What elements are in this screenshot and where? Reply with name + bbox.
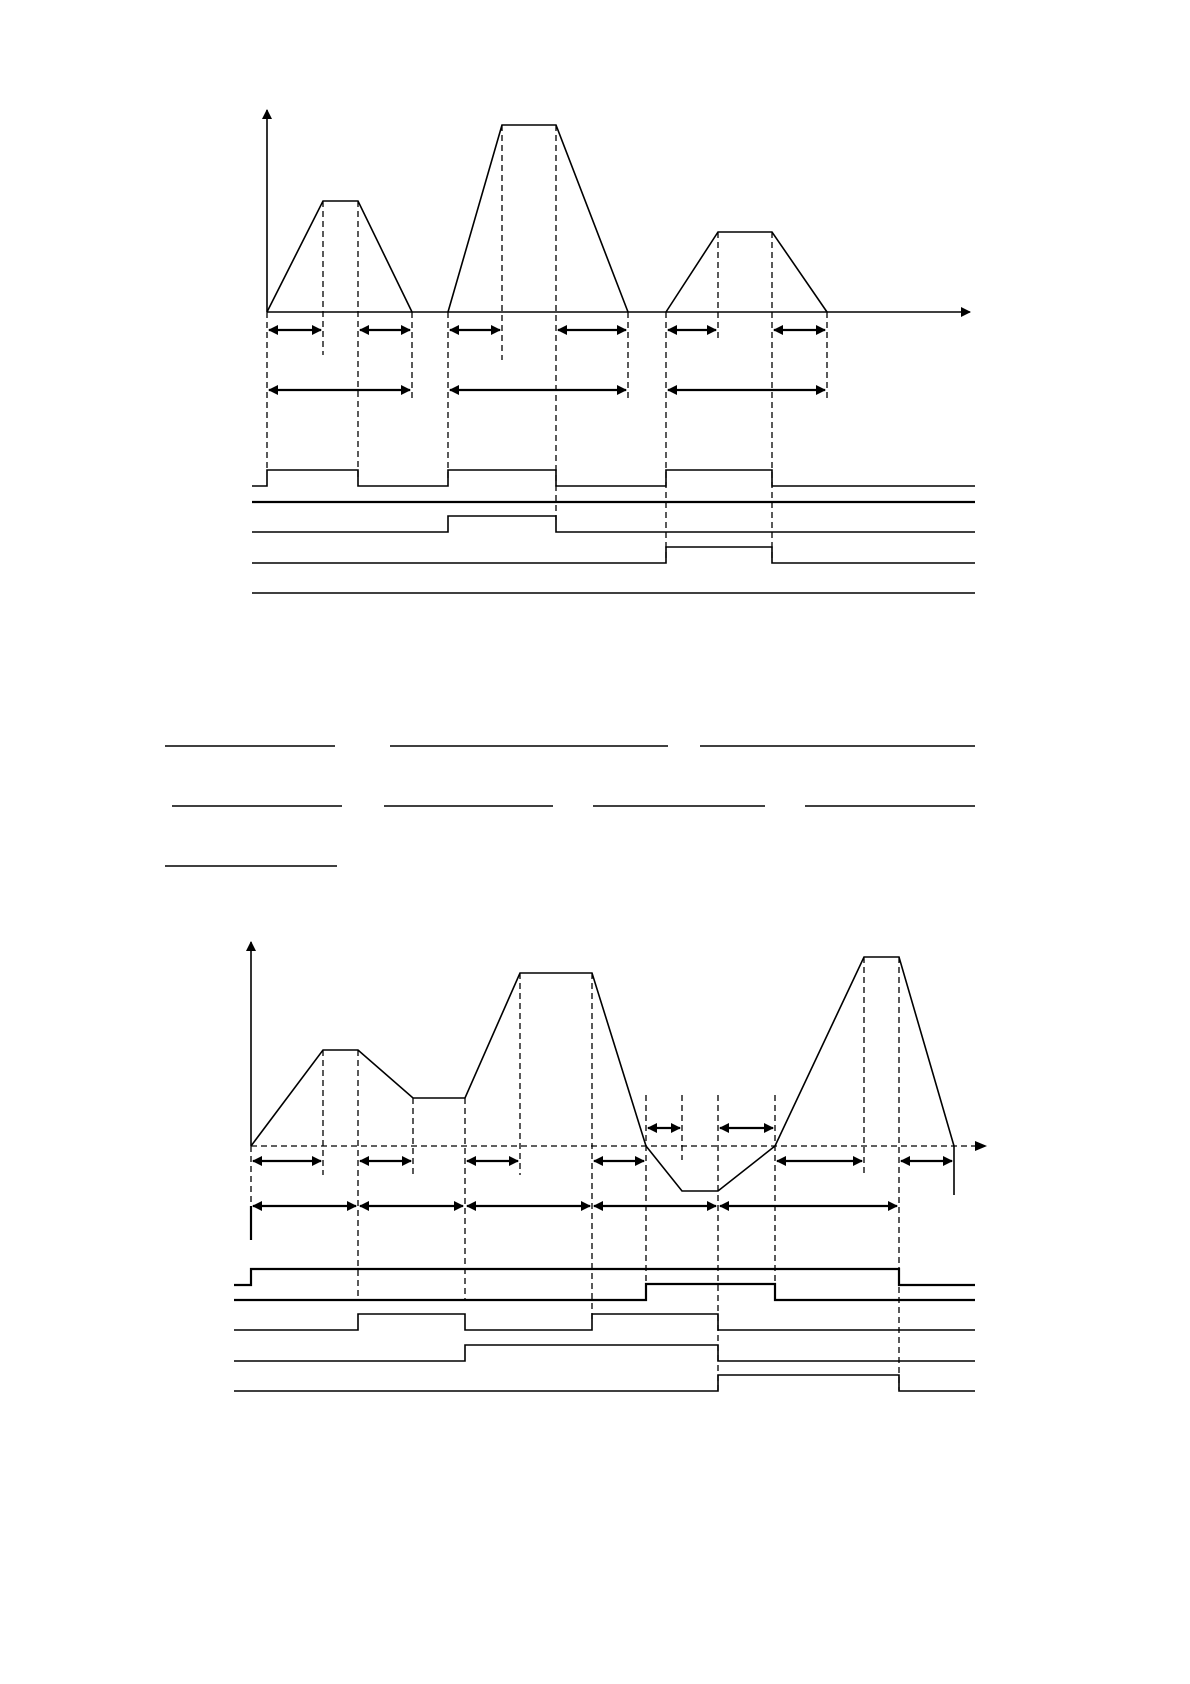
diagram-2-speed-profile (251, 957, 954, 1191)
diagram-1-signals (252, 470, 975, 593)
diagram-2-signal-3 (234, 1314, 975, 1330)
diagram-2-signal-4 (234, 1345, 975, 1361)
diagram-2-signals (234, 1269, 975, 1391)
diagram-2-x-arrow (975, 1141, 987, 1151)
diagram-1-speed-profile-3 (666, 232, 827, 312)
diagram-1 (252, 110, 975, 593)
diagram-1-signal-1 (252, 470, 975, 486)
diagram-1-signal-3 (252, 516, 975, 532)
diagram-1-speed-profile-1 (267, 201, 412, 312)
diagram-1-speed-profile-2 (448, 125, 628, 312)
diagram-2-signal-2 (234, 1284, 975, 1300)
diagram-2-dashed-guides (251, 957, 899, 1390)
diagram-1-dashed-guides (267, 125, 827, 560)
diagram-2-signal-1 (234, 1269, 975, 1285)
diagram-2-signal-5 (234, 1375, 975, 1391)
diagram-1-signal-4 (252, 547, 975, 563)
answer-lines (165, 746, 975, 866)
diagram-2 (234, 942, 987, 1391)
